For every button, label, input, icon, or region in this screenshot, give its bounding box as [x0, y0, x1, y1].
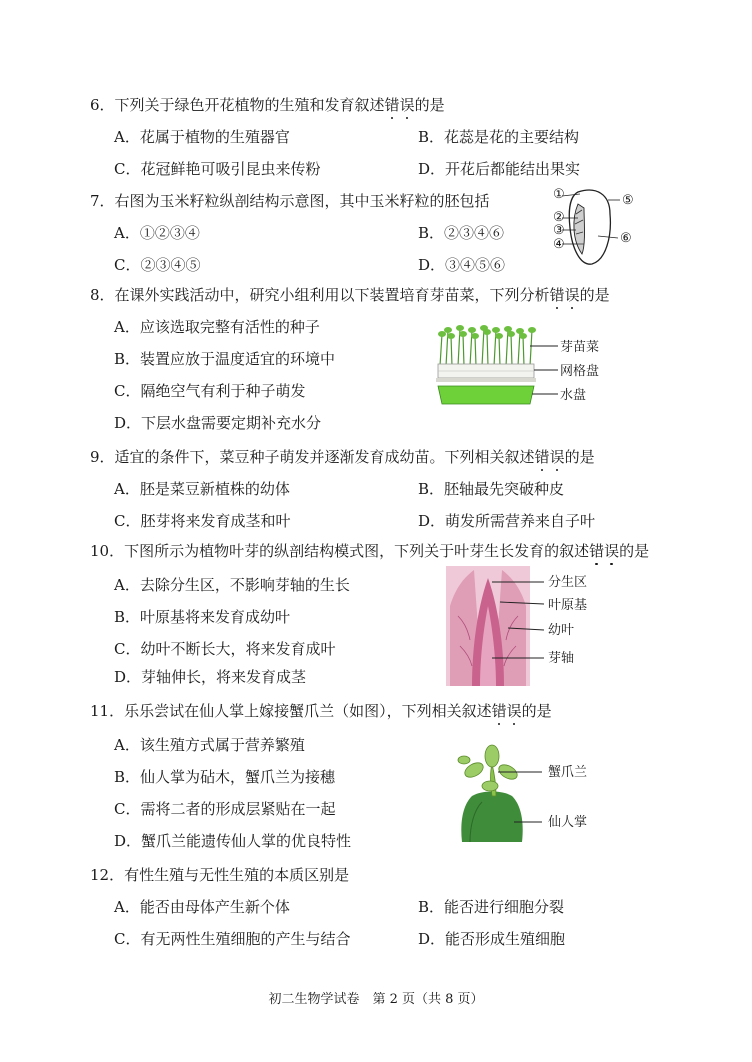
figure-label: 芽轴 [548, 651, 575, 666]
emphasis-char: 错 [549, 286, 565, 304]
emphasis-text [535, 448, 565, 466]
option-c: C．隔绝空气有利于种子萌发 [114, 382, 306, 400]
emphasis-text [589, 542, 619, 560]
question-text-tail: 的是 [414, 96, 445, 114]
option-b: B．能否进行细胞分裂 [418, 898, 565, 916]
figure-label: ⑤ [622, 193, 634, 208]
emphasis-char: 误 [506, 702, 522, 720]
question-11 [90, 702, 552, 720]
option-b: B．胚轴最先突破种皮 [418, 480, 565, 498]
question-text: 8．在课外实践活动中，研究小组利用以下装置培育芽苗菜，下列分析 [90, 286, 550, 304]
question-text: 12．有性生殖与无性生殖的本质区别是 [90, 866, 350, 884]
option-d: D．蟹爪兰能遗传仙人掌的优良特性 [114, 832, 352, 850]
emphasis-char: 误 [564, 286, 580, 304]
question-text-tail: 的是 [579, 286, 610, 304]
option-c: C．②③④⑤ [114, 256, 201, 274]
figure-label: ② [553, 210, 565, 225]
option-b: B．花蕊是花的主要结构 [418, 128, 580, 146]
figure-label: 蟹爪兰 [548, 765, 588, 780]
option-a: A．花属于植物的生殖器官 [114, 128, 290, 146]
option-a: A．能否由母体产生新个体 [114, 898, 290, 916]
question-text-tail: 的是 [619, 542, 650, 560]
option-a: A．①②③④ [114, 224, 200, 242]
figure-label: 网格盘 [560, 364, 600, 379]
question-8 [90, 286, 610, 304]
option-c: C．有无两性生殖细胞的产生与结合 [114, 930, 351, 948]
page-footer: 初二生物学试卷 第 2 页（共 8 页） [268, 992, 484, 1007]
option-c: C．幼叶不断长大，将来发育成叶 [114, 640, 336, 658]
figure-label: ③ [553, 223, 565, 238]
figure-label: ⑥ [620, 231, 632, 246]
question-text: 6．下列关于绿色开花植物的生殖和发育叙述 [90, 96, 385, 114]
option-b: B．装置应放于温度适宜的环境中 [114, 350, 336, 368]
option-d: D．下层水盘需要定期补充水分 [114, 414, 322, 432]
emphasis-char: 错 [491, 702, 507, 720]
option-b: B．②③④⑥ [418, 224, 505, 242]
figure-label: 水盘 [560, 388, 587, 403]
option-c: C．需将二者的形成层紧贴在一起 [114, 800, 336, 818]
option-a: A．该生殖方式属于营养繁殖 [114, 736, 305, 754]
question-text: 7．右图为玉米籽粒纵剖结构示意图，其中玉米籽粒的胚包括 [90, 192, 490, 210]
figure-label: 叶原基 [548, 598, 588, 613]
question-6 [90, 96, 445, 114]
question-12 [90, 866, 349, 884]
question-10 [90, 542, 649, 560]
option-a: A．胚是菜豆新植株的幼体 [114, 480, 290, 498]
emphasis-char: 误 [549, 448, 565, 466]
option-a: A．去除分生区，不影响芽轴的生长 [114, 576, 350, 594]
question-text: 11．乐乐尝试在仙人掌上嫁接蟹爪兰（如图），下列相关叙述 [90, 702, 492, 720]
emphasis-text [492, 702, 522, 720]
option-d: D．萌发所需营养来自子叶 [418, 512, 596, 530]
emphasis-char: 误 [604, 542, 620, 560]
question-text: 10．下图所示为植物叶芽的纵剖结构模式图，下列关于叶芽生长发育的叙述 [90, 542, 590, 560]
option-d: D．能否形成生殖细胞 [418, 930, 566, 948]
figure-label: 幼叶 [548, 623, 575, 638]
option-c: C．花冠鲜艳可吸引昆虫来传粉 [114, 160, 321, 178]
emphasis-char: 误 [399, 96, 415, 114]
option-a: A．应该选取完整有活性的种子 [114, 318, 320, 336]
question-text-tail: 的是 [521, 702, 552, 720]
question-7 [90, 192, 490, 210]
option-b: B．叶原基将来发育成幼叶 [114, 608, 291, 626]
question-9 [90, 448, 595, 466]
option-d: D．③④⑤⑥ [418, 256, 506, 274]
figure-label: ① [553, 187, 565, 202]
figure-label: 仙人掌 [548, 815, 588, 830]
option-d: D．开花后都能结出果实 [418, 160, 581, 178]
emphasis-text [385, 96, 415, 114]
question-text-tail: 的是 [564, 448, 595, 466]
figure-label: 分生区 [548, 575, 588, 590]
question-text: 9．适宜的条件下，菜豆种子萌发并逐渐发育成幼苗。下列相关叙述 [90, 448, 535, 466]
emphasis-text [550, 286, 580, 304]
option-b: B．仙人掌为砧木，蟹爪兰为接穗 [114, 768, 336, 786]
emphasis-char: 错 [534, 448, 550, 466]
option-c: C．胚芽将来发育成茎和叶 [114, 512, 291, 530]
emphasis-char: 错 [589, 542, 605, 560]
figure-label: ④ [553, 237, 565, 252]
option-d: D．芽轴伸长，将来发育成茎 [114, 668, 307, 686]
figure-label: 芽苗菜 [560, 340, 600, 355]
emphasis-char: 错 [384, 96, 400, 114]
